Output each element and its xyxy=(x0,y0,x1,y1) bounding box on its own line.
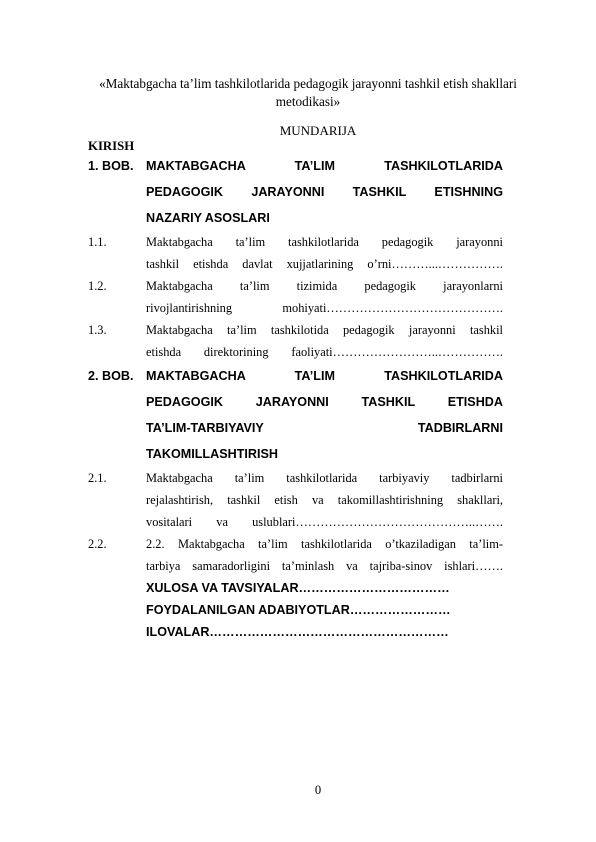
section-1-1-number: 1.1. xyxy=(88,235,107,249)
toc-conclusion xyxy=(88,577,503,599)
chapter-2-line: TA’LIM-TARBIYAVIY TADBIRLARNI xyxy=(146,421,503,435)
toc-references xyxy=(88,599,503,621)
chapter-2-line: PEDAGOGIK JARAYONNI TASHKIL ETISHDA xyxy=(146,395,503,409)
chapter-1-title xyxy=(146,153,503,231)
section-1-3-title xyxy=(146,319,503,363)
section-2-2-line: 2.2. Maktabgacha ta’lim tashkilotlarida o’tkaziladigan ta’lim- xyxy=(146,537,503,551)
toc-intro xyxy=(88,139,503,153)
chapter-2-line: TAKOMILLASHTIRISH xyxy=(146,447,278,461)
conclusion-entry: XULOSA VA TAVSIYALAR……………………………… xyxy=(146,581,450,595)
section-1-1-line: Maktabgacha ta’lim tashkilotlarida pedagogik jarayonni xyxy=(146,235,503,249)
section-2-1-title xyxy=(146,467,503,533)
chapter-1-line: MAKTABGACHA TA’LIM TASHKILOTLARIDA xyxy=(146,159,503,173)
section-2-2-number: 2.2. xyxy=(88,537,107,551)
page-number: 0 xyxy=(314,783,322,797)
chapter-1-line: NAZARIY ASOSLARI xyxy=(146,211,270,225)
appendix-entry: ILOVALAR………………………………………………… xyxy=(146,625,449,639)
chapter-1-line: PEDAGOGIK JARAYONNI TASHKIL ETISHNING xyxy=(146,185,503,199)
intro-label: KIRISH xyxy=(88,139,135,153)
toc-heading: MUNDARIJA xyxy=(279,123,357,138)
toc-section-2-2 xyxy=(88,533,503,577)
section-2-2-line: tarbiya samaradorligini ta’minlash va tajriba-sinov ishlari……. xyxy=(146,559,503,573)
chapter-2-title xyxy=(146,363,503,467)
section-1-1-title xyxy=(146,231,503,275)
toc-appendix xyxy=(88,621,503,643)
toc-section-1-2 xyxy=(88,275,503,319)
toc-section-2-1 xyxy=(88,467,503,533)
section-1-3-number: 1.3. xyxy=(88,323,107,337)
section-2-1-number: 2.1. xyxy=(88,471,107,485)
section-1-2-title xyxy=(146,275,503,319)
toc-section-1-3 xyxy=(88,319,503,363)
section-1-1-line: tashkil etishda davlat xujjatlarining o’rni………...……………. xyxy=(146,257,503,271)
section-2-1-line: vositalari va uslublari……………………………………..……. xyxy=(146,515,503,529)
section-1-3-line: etishda direktorining faoliyati……………………..……………. xyxy=(146,345,503,359)
references-entry: FOYDALANILGAN ADABIYOTLAR…………………… xyxy=(146,603,451,617)
section-1-3-line: Maktabgacha ta’lim tashkilotida pedagogik jarayonni tashkil xyxy=(146,323,503,337)
chapter-1-number: 1. BOB. xyxy=(88,159,134,173)
chapter-2-number: 2. BOB. xyxy=(88,369,134,383)
toc-chapter-1 xyxy=(88,153,503,231)
section-2-1-line: Maktabgacha ta’lim tashkilotlarida tarbiyaviy tadbirlarni xyxy=(146,471,503,485)
section-1-2-number: 1.2. xyxy=(88,279,107,293)
section-2-1-line: rejalashtirish, tashkil etish va takomillashtirishning shakllari, xyxy=(146,493,503,507)
document-title: «Maktabgacha ta’lim tashkilotlarida pedagogik jarayonni tashkil etish shakllari metodikasi» xyxy=(99,76,517,109)
section-2-2-title xyxy=(146,533,503,577)
section-1-2-line: Maktabgacha ta’lim tizimida pedagogik jarayonlarni xyxy=(146,279,503,293)
chapter-2-line: MAKTABGACHA TA’LIM TASHKILOTLARIDA xyxy=(146,369,503,383)
toc-section-1-1 xyxy=(88,231,503,275)
table-of-contents xyxy=(88,139,503,643)
section-1-2-line: rivojlantirishning mohiyati……………………………………. xyxy=(146,301,503,315)
toc-chapter-2 xyxy=(88,363,503,467)
